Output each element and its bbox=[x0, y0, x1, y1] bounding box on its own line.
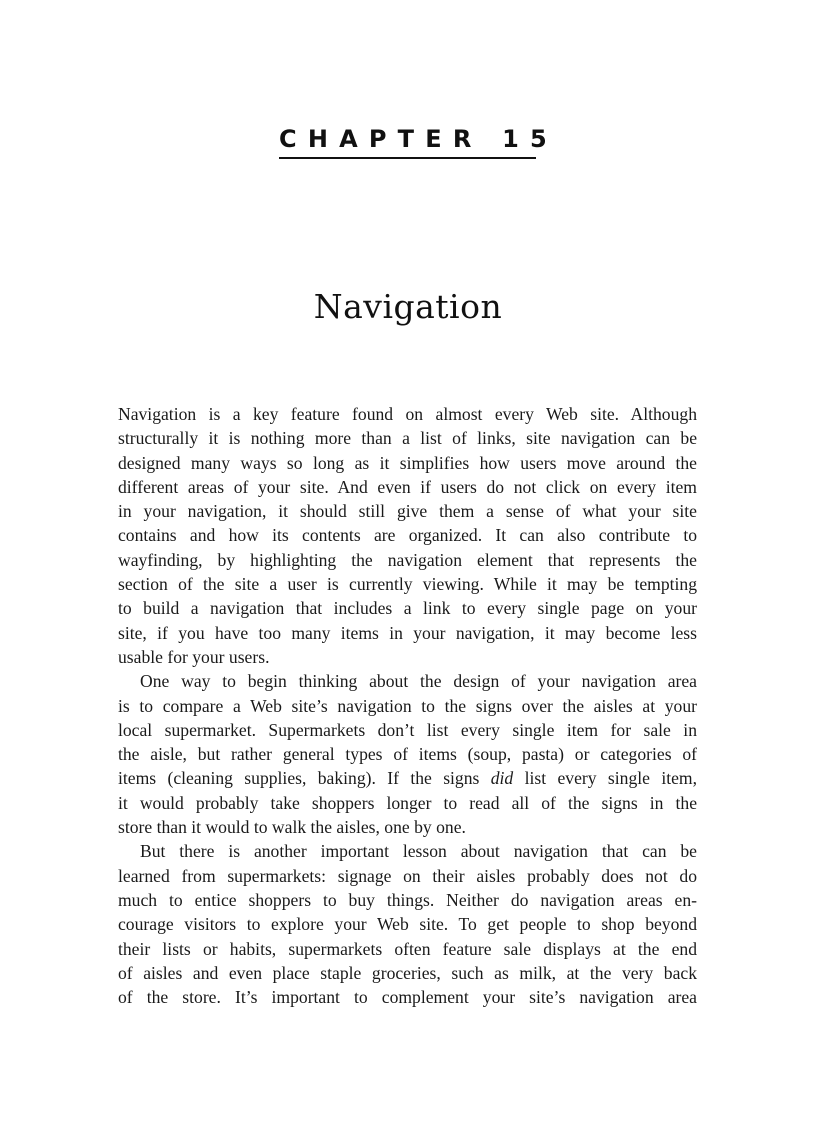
chapter-label: CHAPTER 15 bbox=[279, 125, 558, 153]
paragraph-2 bbox=[118, 669, 697, 839]
text-line-with-emphasis bbox=[118, 766, 697, 790]
emphasis-word: did bbox=[490, 768, 514, 789]
text-line: it would probably take shoppers longer to read all of the signs in the bbox=[118, 792, 697, 813]
text-line: wayfinding, by highlighting the navigation element that represents the bbox=[118, 549, 697, 570]
text-line: contains and how its contents are organized. It can also contribute to bbox=[118, 525, 697, 546]
paragraph-3 bbox=[118, 839, 697, 1009]
text-line: learned from supermarkets: signage on their aisles probably does not do bbox=[118, 865, 697, 886]
text-line: their lists or habits, supermarkets often feature sale displays at the end bbox=[118, 938, 697, 959]
text-line: local supermarket. Supermarkets don’t list every single item for sale in bbox=[118, 719, 697, 740]
text-line: structurally it is nothing more than a list of links, site navigation can be bbox=[118, 428, 697, 449]
text-line: in your navigation, it should still give them a sense of what your site bbox=[118, 501, 697, 522]
text-line: to build a navigation that includes a link to every single page on your bbox=[118, 598, 697, 619]
text-line: much to entice shoppers to buy things. Neither do navigation areas en- bbox=[118, 889, 697, 910]
text-line: site, if you have too many items in your navigation, it may become less bbox=[118, 622, 697, 643]
text-line: Navigation is a key feature found on almost every Web site. Although bbox=[118, 404, 697, 424]
text-line: of the store. It’s important to complement your site’s navigation area bbox=[118, 987, 697, 1008]
chapter-rule bbox=[279, 157, 536, 159]
chapter-title: Navigation bbox=[313, 287, 503, 326]
text-line: store than it would to walk the aisles, one by one. bbox=[118, 817, 466, 838]
text-segment: items (cleaning supplies, baking). If the signs bbox=[118, 768, 491, 789]
text-segment: list every single item, bbox=[513, 768, 697, 789]
text-line: usable for your users. bbox=[118, 646, 270, 667]
text-line: courage visitors to explore your Web site. To get people to shop beyond bbox=[118, 914, 697, 935]
body-text bbox=[118, 402, 697, 1009]
text-line: different areas of your site. And even if users do not click on every item bbox=[118, 476, 697, 497]
text-line: designed many ways so long as it simplifies how users move around the bbox=[118, 452, 697, 473]
paragraph-1 bbox=[118, 402, 697, 669]
text-line: One way to begin thinking about the design of your navigation area bbox=[140, 671, 697, 692]
text-line: section of the site a user is currently viewing. While it may be tempting bbox=[118, 574, 697, 595]
text-line: the aisle, but rather general types of items (soup, pasta) or categories of bbox=[118, 744, 697, 765]
text-line: But there is another important lesson about navigation that can be bbox=[140, 841, 697, 862]
text-line: of aisles and even place staple groceries, such as milk, at the very back bbox=[118, 962, 697, 983]
text-line: is to compare a Web site’s navigation to the signs over the aisles at your bbox=[118, 695, 697, 716]
